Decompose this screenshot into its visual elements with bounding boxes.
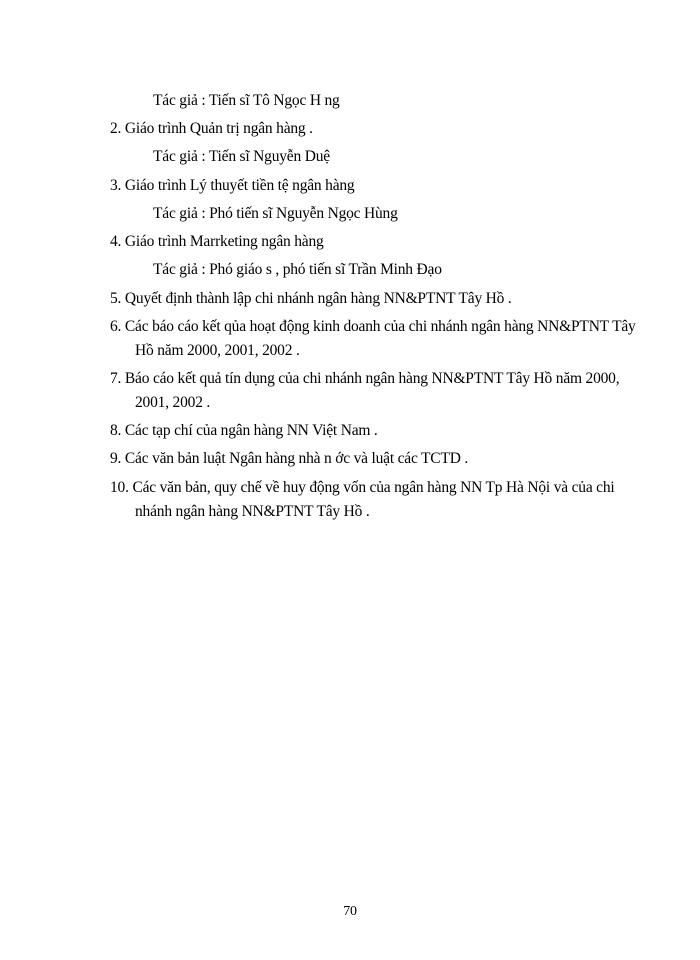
reference-2-title: 2. Giáo trình Quản trị ngân hàng . [110, 120, 313, 137]
page-number: 70 [343, 904, 357, 919]
reference-8-title: 8. Các tạp chí của ngân hàng NN Việt Nam . [110, 422, 378, 439]
reference-6-line-2: Hồ năm 2000, 2001, 2002 . [135, 342, 300, 359]
reference-10-line-2: nhánh ngân hàng NN&PTNT Tây Hồ . [135, 503, 370, 520]
reference-4-author: Tác giả : Phó giáo s , phó tiến sĩ Trần Minh Đạo [153, 261, 442, 278]
reference-4-title: 4. Giáo trình Marrketing ngân hàng [110, 233, 324, 250]
reference-9-title: 9. Các văn bản luật Ngân hàng nhà n ớc và luật các TCTD . [110, 450, 469, 467]
reference-1-author: Tác giả : Tiến sĩ Tô Ngọc H ng [153, 92, 340, 109]
reference-3-title: 3. Giáo trình Lý thuyết tiền tệ ngân hàng [110, 177, 355, 194]
reference-10-line-1: 10. Các văn bản, quy chế về huy động vốn của ngân hàng NN Tp Hà Nội và của chi [110, 479, 615, 496]
reference-6-line-1: 6. Các báo cáo kết qủa hoạt động kinh doanh của chi nhánh ngân hàng NN&PTNT Tây [110, 318, 636, 335]
reference-7-line-2: 2001, 2002 . [135, 394, 211, 411]
reference-3-author: Tác giả : Phó tiến sĩ Nguyễn Ngọc Hùng [153, 205, 398, 222]
reference-2-author: Tác giả : Tiến sĩ Nguyễn Duệ [153, 148, 330, 165]
reference-5-title: 5. Quyết định thành lập chi nhánh ngân hàng NN&PTNT Tây Hồ . [110, 290, 512, 307]
reference-7-line-1: 7. Báo cáo kết quả tín dụng của chi nhánh ngân hàng NN&PTNT Tây Hồ năm 2000, [110, 370, 620, 387]
